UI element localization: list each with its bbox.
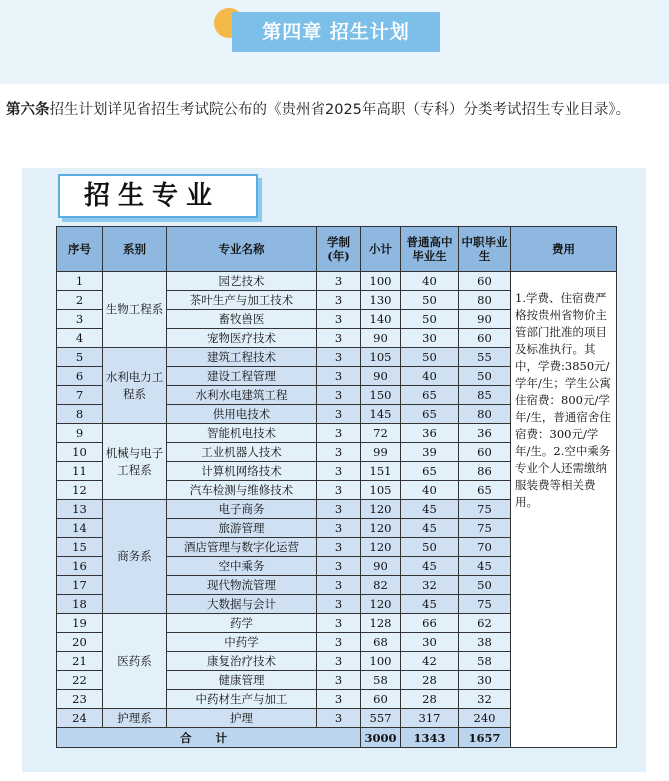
total-high-school: 1343 <box>401 728 459 748</box>
dept-name: 生物工程系 <box>103 272 167 348</box>
subtotal: 90 <box>361 557 401 576</box>
study-years: 3 <box>317 576 361 595</box>
subtotal: 100 <box>361 272 401 291</box>
high-school-count: 66 <box>401 614 459 633</box>
subtotal: 72 <box>361 424 401 443</box>
col-header-years: 学制(年) <box>317 227 361 272</box>
vocational-count: 58 <box>459 652 511 671</box>
major-name: 大数据与会计 <box>167 595 317 614</box>
vocational-count: 36 <box>459 424 511 443</box>
high-school-count: 45 <box>401 500 459 519</box>
high-school-count: 50 <box>401 310 459 329</box>
study-years: 3 <box>317 386 361 405</box>
subtotal: 120 <box>361 519 401 538</box>
study-years: 3 <box>317 272 361 291</box>
study-years: 3 <box>317 500 361 519</box>
study-years: 3 <box>317 709 361 728</box>
subtotal: 90 <box>361 329 401 348</box>
row-no: 17 <box>57 576 103 595</box>
high-school-count: 45 <box>401 557 459 576</box>
vocational-count: 32 <box>459 690 511 709</box>
vocational-count: 30 <box>459 671 511 690</box>
dept-name: 机械与电子工程系 <box>103 424 167 500</box>
high-school-count: 50 <box>401 538 459 557</box>
high-school-count: 317 <box>401 709 459 728</box>
vocational-count: 80 <box>459 405 511 424</box>
row-no: 22 <box>57 671 103 690</box>
section-title: 招生专业 <box>58 174 258 218</box>
high-school-count: 40 <box>401 367 459 386</box>
col-header-vocational: 中职毕业生 <box>459 227 511 272</box>
row-no: 18 <box>57 595 103 614</box>
major-name: 茶叶生产与加工技术 <box>167 291 317 310</box>
col-header-total: 小计 <box>361 227 401 272</box>
table-body <box>57 272 617 748</box>
major-name: 计算机网络技术 <box>167 462 317 481</box>
row-no: 19 <box>57 614 103 633</box>
major-name: 建设工程管理 <box>167 367 317 386</box>
study-years: 3 <box>317 557 361 576</box>
major-name: 电子商务 <box>167 500 317 519</box>
major-name: 旅游管理 <box>167 519 317 538</box>
study-years: 3 <box>317 519 361 538</box>
high-school-count: 40 <box>401 272 459 291</box>
study-years: 3 <box>317 690 361 709</box>
row-no: 21 <box>57 652 103 671</box>
row-no: 23 <box>57 690 103 709</box>
article-label: 第六条 <box>6 102 50 118</box>
dept-name: 商务系 <box>103 500 167 614</box>
vocational-count: 75 <box>459 595 511 614</box>
subtotal: 68 <box>361 633 401 652</box>
vocational-count: 45 <box>459 557 511 576</box>
study-years: 3 <box>317 367 361 386</box>
table-row <box>57 272 617 291</box>
study-years: 3 <box>317 424 361 443</box>
study-years: 3 <box>317 633 361 652</box>
row-no: 14 <box>57 519 103 538</box>
high-school-count: 28 <box>401 690 459 709</box>
vocational-count: 55 <box>459 348 511 367</box>
high-school-count: 50 <box>401 348 459 367</box>
vocational-count: 80 <box>459 291 511 310</box>
study-years: 3 <box>317 348 361 367</box>
col-header-fee: 费用 <box>511 227 617 272</box>
major-name: 中药学 <box>167 633 317 652</box>
major-name: 汽车检测与维修技术 <box>167 481 317 500</box>
col-header-high-school: 普通高中毕业生 <box>401 227 459 272</box>
subtotal: 82 <box>361 576 401 595</box>
subtotal: 150 <box>361 386 401 405</box>
subtotal: 105 <box>361 481 401 500</box>
row-no: 24 <box>57 709 103 728</box>
major-name: 供用电技术 <box>167 405 317 424</box>
major-name: 酒店管理与数字化运营 <box>167 538 317 557</box>
study-years: 3 <box>317 405 361 424</box>
major-name: 宠物医疗技术 <box>167 329 317 348</box>
high-school-count: 42 <box>401 652 459 671</box>
row-no: 7 <box>57 386 103 405</box>
subtotal: 120 <box>361 538 401 557</box>
enrollment-table <box>56 226 617 748</box>
vocational-count: 50 <box>459 576 511 595</box>
row-no: 16 <box>57 557 103 576</box>
vocational-count: 60 <box>459 329 511 348</box>
vocational-count: 38 <box>459 633 511 652</box>
study-years: 3 <box>317 462 361 481</box>
row-no: 4 <box>57 329 103 348</box>
study-years: 3 <box>317 671 361 690</box>
row-no: 6 <box>57 367 103 386</box>
major-name: 智能机电技术 <box>167 424 317 443</box>
major-name: 健康管理 <box>167 671 317 690</box>
subtotal: 130 <box>361 291 401 310</box>
major-name: 现代物流管理 <box>167 576 317 595</box>
table-header-row <box>57 227 617 272</box>
vocational-count: 240 <box>459 709 511 728</box>
row-no: 8 <box>57 405 103 424</box>
high-school-count: 36 <box>401 424 459 443</box>
vocational-count: 70 <box>459 538 511 557</box>
major-name: 护理 <box>167 709 317 728</box>
total-sum: 3000 <box>361 728 401 748</box>
major-name: 空中乘务 <box>167 557 317 576</box>
study-years: 3 <box>317 595 361 614</box>
vocational-count: 85 <box>459 386 511 405</box>
major-name: 康复治疗技术 <box>167 652 317 671</box>
study-years: 3 <box>317 291 361 310</box>
subtotal: 145 <box>361 405 401 424</box>
study-years: 3 <box>317 329 361 348</box>
study-years: 3 <box>317 538 361 557</box>
major-name: 建筑工程技术 <box>167 348 317 367</box>
total-vocational: 1657 <box>459 728 511 748</box>
vocational-count: 65 <box>459 481 511 500</box>
major-name: 工业机器人技术 <box>167 443 317 462</box>
vocational-count: 60 <box>459 272 511 291</box>
subtotal: 90 <box>361 367 401 386</box>
major-name: 中药材生产与加工 <box>167 690 317 709</box>
dept-name: 护理系 <box>103 709 167 728</box>
high-school-count: 30 <box>401 633 459 652</box>
high-school-count: 45 <box>401 595 459 614</box>
major-name: 水利水电建筑工程 <box>167 386 317 405</box>
high-school-count: 32 <box>401 576 459 595</box>
col-header-major: 专业名称 <box>167 227 317 272</box>
high-school-count: 39 <box>401 443 459 462</box>
row-no: 9 <box>57 424 103 443</box>
row-no: 20 <box>57 633 103 652</box>
row-no: 1 <box>57 272 103 291</box>
fee-note: 1.学费、住宿费严格按贵州省物价主管部门批准的项目及标准执行。其中，学费:3850元/学年/生；学生公寓住宿费：800元/学年/生，普通宿舍住宿费：300元/学年/生。2.空中乘务专业个人还需缴纳服装费等相关费用。 <box>511 272 617 748</box>
vocational-count: 86 <box>459 462 511 481</box>
high-school-count: 65 <box>401 386 459 405</box>
row-no: 5 <box>57 348 103 367</box>
vocational-count: 75 <box>459 519 511 538</box>
vocational-count: 75 <box>459 500 511 519</box>
subtotal: 60 <box>361 690 401 709</box>
high-school-count: 28 <box>401 671 459 690</box>
subtotal: 58 <box>361 671 401 690</box>
high-school-count: 65 <box>401 405 459 424</box>
subtotal: 105 <box>361 348 401 367</box>
subtotal: 120 <box>361 595 401 614</box>
chapter-title: 第四章 招生计划 <box>232 12 440 52</box>
high-school-count: 30 <box>401 329 459 348</box>
study-years: 3 <box>317 481 361 500</box>
row-no: 10 <box>57 443 103 462</box>
row-no: 11 <box>57 462 103 481</box>
high-school-count: 45 <box>401 519 459 538</box>
study-years: 3 <box>317 652 361 671</box>
subtotal: 100 <box>361 652 401 671</box>
vocational-count: 62 <box>459 614 511 633</box>
subtotal: 128 <box>361 614 401 633</box>
vocational-count: 60 <box>459 443 511 462</box>
subtotal: 151 <box>361 462 401 481</box>
dept-name: 医药系 <box>103 614 167 709</box>
vocational-count: 50 <box>459 367 511 386</box>
study-years: 3 <box>317 310 361 329</box>
row-no: 12 <box>57 481 103 500</box>
major-name: 园艺技术 <box>167 272 317 291</box>
subtotal: 557 <box>361 709 401 728</box>
high-school-count: 65 <box>401 462 459 481</box>
subtotal: 140 <box>361 310 401 329</box>
high-school-count: 40 <box>401 481 459 500</box>
article-paragraph <box>6 98 662 122</box>
row-no: 2 <box>57 291 103 310</box>
study-years: 3 <box>317 614 361 633</box>
high-school-count: 50 <box>401 291 459 310</box>
major-name: 畜牧兽医 <box>167 310 317 329</box>
row-no: 3 <box>57 310 103 329</box>
row-no: 15 <box>57 538 103 557</box>
col-header-dept: 系别 <box>103 227 167 272</box>
subtotal: 120 <box>361 500 401 519</box>
vocational-count: 90 <box>459 310 511 329</box>
col-header-no: 序号 <box>57 227 103 272</box>
subtotal: 99 <box>361 443 401 462</box>
study-years: 3 <box>317 443 361 462</box>
dept-name: 水利电力工程系 <box>103 348 167 424</box>
row-no: 13 <box>57 500 103 519</box>
article-text: 招生计划详见省招生考试院公布的《贵州省2025年高职（专科）分类考试招生专业目录》。 <box>49 102 631 118</box>
total-label: 合 计 <box>57 728 361 748</box>
major-name: 药学 <box>167 614 317 633</box>
